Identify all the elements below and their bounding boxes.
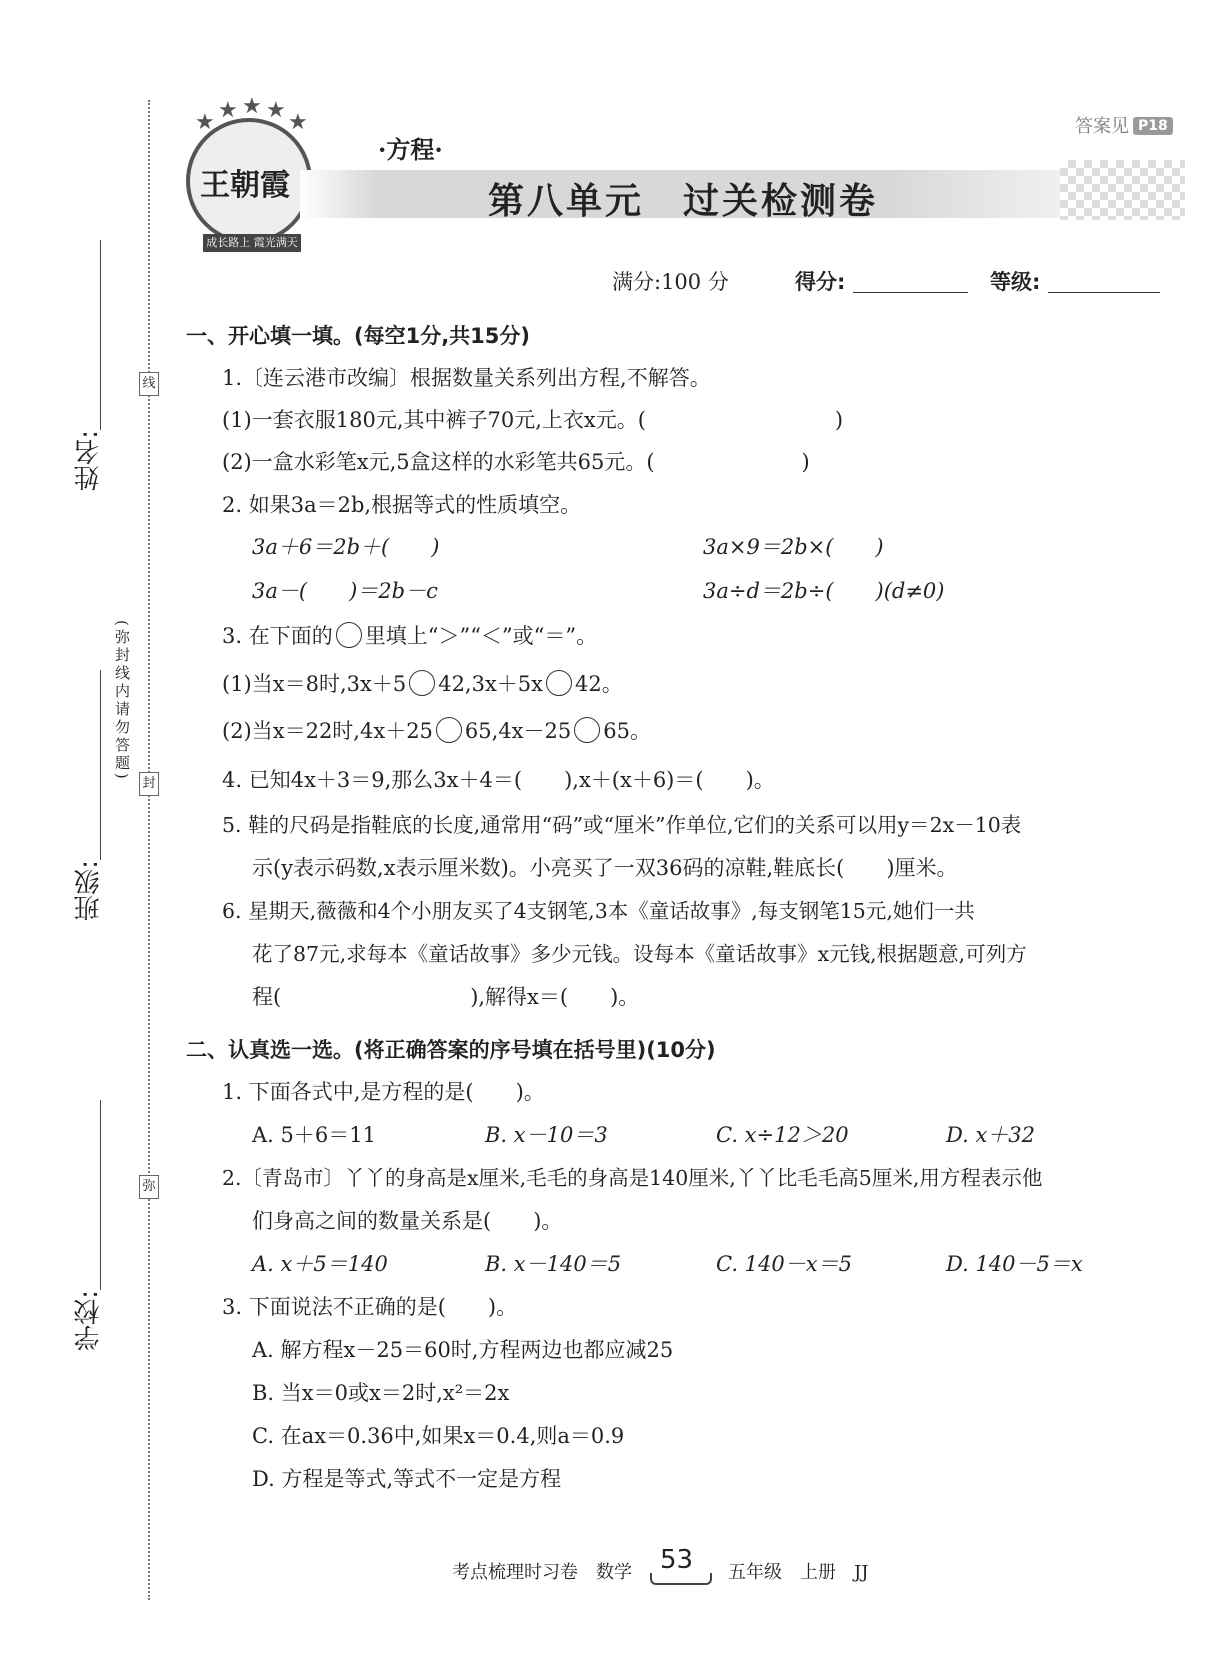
question-3-text-a: 3. 在下面的: [222, 624, 333, 648]
mc-3-option-a[interactable]: A. 解方程x－25＝60时,方程两边也都应减25: [252, 1338, 674, 1362]
school-label: 学校:: [74, 1290, 104, 1351]
mc-1-option-b[interactable]: B. x－10＝3: [485, 1123, 608, 1147]
score-blank[interactable]: [853, 266, 968, 293]
question-5-line-2: 示(y表示码数,x表示厘米数)。小亮买了一双36码的凉鞋,鞋底长( )厘米。: [252, 856, 958, 880]
mc-1-option-a[interactable]: A. 5＋6＝11: [252, 1123, 376, 1147]
grade-blank[interactable]: [1048, 266, 1160, 293]
question-1-2: (2)一盒水彩笔x元,5盒这样的水彩笔共65元。( ): [222, 450, 810, 474]
question-3-1-b: 42,3x＋5x: [438, 672, 544, 696]
seal-mark-seal: 封: [139, 772, 159, 796]
topic-label: ·方程·: [378, 135, 443, 164]
checker-pattern: [1060, 160, 1185, 220]
question-6-line-1: 6. 星期天,薇薇和4个小朋友买了4支钢笔,3本《童话故事》,每支钢笔15元,她们一共: [222, 899, 975, 923]
mc-3-option-b[interactable]: B. 当x＝0或x＝2时,x²＝2x: [252, 1381, 510, 1405]
mc-question-2-line-2: 们身高之间的数量关系是( )。: [252, 1209, 563, 1233]
seal-mark-mi: 弥: [139, 1175, 159, 1199]
mc-question-3: 3. 下面说法不正确的是( )。: [222, 1295, 518, 1319]
compare-circle-4[interactable]: [574, 717, 600, 743]
circle-icon: [336, 622, 362, 648]
name-label: 姓名:: [74, 430, 104, 491]
book-icon: [650, 1573, 712, 1585]
footer-right: 五年级 上册 JJ: [728, 1562, 869, 1583]
compare-circle-3[interactable]: [436, 717, 462, 743]
school-line[interactable]: [100, 1100, 101, 1290]
section-2-heading: 二、认真选一选。(将正确答案的序号填在括号里)(10分): [186, 1038, 716, 1062]
seal-note: (弥封线内请勿答题): [113, 620, 131, 782]
question-5-line-1: 5. 鞋的尺码是指鞋底的长度,通常用“码”或“厘米”作单位,它们的关系可以用y＝2x－10表: [222, 813, 1022, 837]
question-2-c: 3a－( )＝2b－c: [252, 579, 438, 603]
logo-slogan: 成长路上 霞光满天: [203, 234, 301, 252]
question-3-2-b: 65,4x－25: [464, 719, 572, 743]
compare-circle-2[interactable]: [546, 670, 572, 696]
question-6-line-2: 花了87元,求每本《童话故事》多少元钱。设每本《童话故事》x元钱,根据题意,可列方: [252, 942, 1027, 966]
star-icon: ★: [195, 110, 215, 135]
full-score: 满分:100 分: [612, 270, 729, 294]
question-3-text-b: 里填上“＞”“＜”或“＝”。: [364, 624, 598, 648]
class-line[interactable]: [100, 670, 101, 860]
section-1-heading: 一、开心填一填。(每空1分,共15分): [186, 324, 531, 348]
question-3-2-a: (2)当x＝22时,4x＋25: [222, 719, 433, 743]
question-2-b: 3a×9＝2b×( ): [703, 535, 884, 559]
seal-mark-line: 线: [139, 372, 159, 396]
question-3: [222, 622, 597, 650]
question-3-2-c: 65。: [603, 719, 651, 743]
question-1-1: (1)一套衣服180元,其中裤子70元,上衣x元。( ): [222, 408, 844, 432]
footer-left: 考点梳理时习卷 数学: [452, 1562, 632, 1583]
answer-reference: [1075, 112, 1173, 138]
binding-dotted-line: [148, 100, 150, 1600]
answer-ref-label: 答案见: [1075, 116, 1129, 137]
name-line[interactable]: [100, 240, 101, 430]
answer-page-badge: P18: [1133, 117, 1173, 135]
page-title: 第八单元 过关检测卷: [488, 181, 879, 222]
star-icon: ★: [288, 110, 308, 135]
star-icon: ★: [218, 98, 238, 123]
question-4: 4. 已知4x＋3＝9,那么3x＋4＝( ),x＋(x＋6)＝( )。: [222, 768, 775, 792]
compare-circle-1[interactable]: [409, 670, 435, 696]
page-number: 53: [660, 1545, 694, 1575]
star-icon: ★: [242, 94, 262, 119]
grade-label: 等级:: [990, 270, 1041, 294]
mc-2-option-c[interactable]: C. 140－x＝5: [716, 1252, 852, 1276]
mc-2-option-d[interactable]: D. 140－5＝x: [946, 1252, 1083, 1276]
question-3-1-c: 42。: [575, 672, 623, 696]
mc-1-option-c[interactable]: C. x÷12＞20: [716, 1123, 849, 1147]
question-3-1: [222, 670, 623, 698]
question-2-a: 3a＋6＝2b＋( ): [252, 535, 440, 559]
logo-name: 王朝霞: [200, 168, 290, 203]
score-label: 得分:: [795, 270, 846, 294]
question-2-d: 3a÷d＝2b÷( )(d≠0): [703, 579, 945, 603]
question-6-line-3: 程( ),解得x＝( )。: [252, 985, 640, 1009]
question-3-1-a: (1)当x＝8时,3x＋5: [222, 672, 407, 696]
question-1: 1.〔连云港市改编〕根据数量关系列出方程,不解答。: [222, 366, 711, 390]
mc-3-option-c[interactable]: C. 在ax＝0.36中,如果x＝0.4,则a＝0.9: [252, 1424, 625, 1448]
mc-question-1: 1. 下面各式中,是方程的是( )。: [222, 1080, 545, 1104]
question-2: 2. 如果3a＝2b,根据等式的性质填空。: [222, 493, 582, 517]
star-icon: ★: [266, 98, 286, 123]
mc-2-option-a[interactable]: A. x＋5＝140: [252, 1252, 388, 1276]
mc-question-2-line-1: 2.〔青岛市〕丫丫的身高是x厘米,毛毛的身高是140厘米,丫丫比毛毛高5厘米,用方程表示他: [222, 1166, 1043, 1190]
mc-3-option-d[interactable]: D. 方程是等式,等式不一定是方程: [252, 1467, 562, 1491]
mc-2-option-b[interactable]: B. x－140＝5: [485, 1252, 622, 1276]
class-label: 班级:: [74, 860, 104, 921]
mc-1-option-d[interactable]: D. x＋32: [946, 1123, 1036, 1147]
question-3-2: [222, 717, 651, 745]
